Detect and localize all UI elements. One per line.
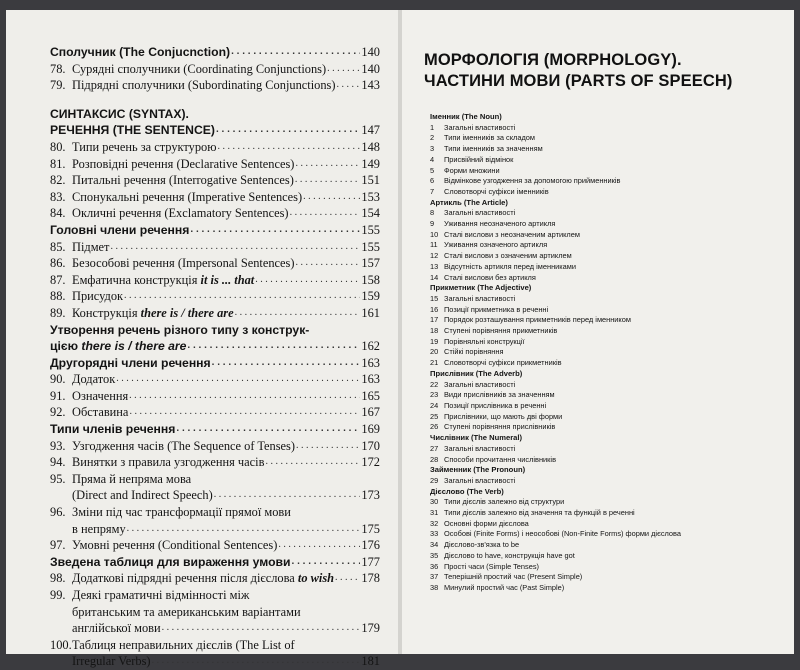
item-number: 19 <box>430 336 439 346</box>
item-number: 37 <box>430 572 439 582</box>
section-item[interactable] <box>430 380 774 391</box>
item-number: 9 <box>430 219 435 229</box>
toc-entry-formation[interactable] <box>50 338 380 355</box>
entry-number: 93. <box>50 438 66 453</box>
toc-heading-syntax[interactable]: СИНТАКСИС (SYNTAX). <box>50 106 189 121</box>
item-number: 4 <box>430 154 435 164</box>
item-title: Загальні властивості <box>444 208 516 218</box>
page-number: 140 <box>361 61 380 76</box>
page-number: 143 <box>361 78 380 93</box>
toc-entry[interactable] <box>50 570 380 587</box>
item-title: Дієслово to have, конструкція have got <box>444 550 575 560</box>
section-item[interactable] <box>430 412 774 423</box>
item-number: 1 <box>430 122 435 132</box>
item-number: 25 <box>430 411 439 421</box>
item-title: Позиції прикметника в реченні <box>444 304 549 314</box>
page-number: 157 <box>361 256 380 271</box>
item-number: 3 <box>430 144 435 154</box>
item-number: 38 <box>430 582 439 592</box>
entry-title-text: Додаткові підрядні речення після дієслова <box>72 571 298 586</box>
item-number: 10 <box>430 229 439 239</box>
toc-entry[interactable] <box>50 189 380 206</box>
toc-entry[interactable] <box>50 587 380 604</box>
entry-title: англійської мови <box>72 621 161 636</box>
toc-heading: Другорядні члени речення <box>50 355 211 370</box>
right-toc-list <box>430 112 774 594</box>
section-heading[interactable]: Іменник (The Noun) <box>430 112 502 121</box>
section-item[interactable] <box>430 401 774 412</box>
entry-title <box>72 570 334 587</box>
entry-number: 87. <box>50 272 66 287</box>
section-item[interactable] <box>430 358 774 369</box>
section-item[interactable] <box>430 422 774 433</box>
entry-title: Підрядні сполучники (Subordinating Conjunctions) <box>72 78 336 93</box>
entry-number: 90. <box>50 372 66 387</box>
right-page <box>402 10 794 654</box>
section-item[interactable] <box>430 133 774 144</box>
page-number: 167 <box>361 405 380 420</box>
item-title: Типи іменників за значенням <box>444 144 543 154</box>
entry-title-emphasis: to wish <box>297 571 335 586</box>
item-number: 28 <box>430 454 439 464</box>
item-number: 32 <box>430 518 439 528</box>
item-number: 5 <box>430 165 435 175</box>
item-title: Порядок розташування прикметників перед іменником <box>444 315 631 325</box>
item-title: Типи іменників за складом <box>444 133 535 143</box>
page-number: 148 <box>361 139 380 154</box>
toc-entry-clause-types[interactable] <box>50 421 380 438</box>
entry-number: 94. <box>50 455 66 470</box>
item-number: 22 <box>430 379 439 389</box>
entry-title: (Direct and Indirect Speech) <box>72 488 213 503</box>
section-item[interactable] <box>430 455 774 466</box>
entry-number: 97. <box>50 538 66 553</box>
item-title: Стійкі порівняння <box>444 347 504 357</box>
toc-entry-continued[interactable] <box>50 487 380 504</box>
entry-number: 95. <box>50 471 66 486</box>
entry-number: 99. <box>50 588 66 602</box>
item-number: 24 <box>430 400 439 410</box>
heading-text: цією <box>50 339 82 354</box>
item-title: Загальні властивості <box>444 443 516 453</box>
section-item[interactable] <box>430 519 774 530</box>
entry-title: Irregular Verbs) <box>72 654 151 669</box>
section-item[interactable] <box>430 476 774 487</box>
section-item[interactable] <box>430 583 774 594</box>
toc-entry-sentence[interactable] <box>50 122 380 139</box>
item-title: Загальні властивості <box>444 293 516 303</box>
entry-number: 86. <box>50 256 66 271</box>
section-item[interactable] <box>430 572 774 583</box>
page-number: 153 <box>361 189 380 204</box>
entry-title: Сурядні сполучники (Coordinating Conjunctions) <box>72 61 327 76</box>
item-number: 36 <box>430 561 439 571</box>
section-item[interactable] <box>430 219 774 230</box>
item-title: Основні форми дієслова <box>444 518 529 528</box>
left-toc <box>50 44 380 670</box>
page-number: 169 <box>361 422 380 437</box>
section-heading[interactable]: Займенник (The Pronoun) <box>430 465 526 475</box>
toc-entry[interactable] <box>50 172 380 189</box>
section-item[interactable] <box>430 508 774 519</box>
section-item[interactable] <box>430 540 774 551</box>
page-number: 159 <box>361 289 380 304</box>
chapter-title-line1: МОРФОЛОГІЯ (MORPHOLOGY). <box>424 51 682 69</box>
toc-entry[interactable] <box>50 454 380 471</box>
toc-entry[interactable] <box>50 637 380 654</box>
toc-entry[interactable] <box>50 305 380 322</box>
item-title: Сталі вислови з означеним артиклем <box>444 251 572 261</box>
toc-entry-continued: британським та американським варіантами <box>72 604 301 619</box>
item-title: Загальні властивості <box>444 122 516 132</box>
entry-title-text: Емфатична конструкція <box>72 272 201 287</box>
section-heading[interactable]: Прислівник (The Adverb) <box>430 368 523 378</box>
section-heading[interactable]: Прикметник (The Adjective) <box>430 283 532 293</box>
entry-title: Означення <box>72 388 129 403</box>
page-number: 162 <box>361 339 380 354</box>
entry-number: 78. <box>50 61 66 76</box>
entry-title: Таблиця неправильних дієслів (The List of <box>72 637 295 652</box>
toc-entry-secondary[interactable] <box>50 355 380 372</box>
entry-number: 89. <box>50 305 66 320</box>
toc-entry-continued[interactable] <box>50 620 380 637</box>
page-number: 173 <box>361 488 380 503</box>
page-number: 176 <box>361 538 380 553</box>
item-number: 2 <box>430 133 435 143</box>
entry-title: Типи речень за структурою <box>72 139 217 154</box>
section-item[interactable] <box>430 347 774 358</box>
item-number: 15 <box>430 293 439 303</box>
left-page <box>6 10 398 669</box>
item-title: Прості часи (Simple Tenses) <box>444 561 539 571</box>
section-item[interactable] <box>430 444 774 455</box>
entry-title-emphasis: there is / there are <box>140 305 234 320</box>
heading-emphasis: there is / there are <box>81 339 187 354</box>
toc-entry[interactable] <box>50 156 380 173</box>
toc-entry[interactable] <box>50 504 380 521</box>
page-number: 177 <box>361 554 380 569</box>
entry-title: Окличні речення (Exclamatory Sentences) <box>72 206 289 221</box>
item-title: Прислівники, що мають дві форми <box>444 411 563 421</box>
toc-entry-continued[interactable] <box>50 653 380 670</box>
toc-entry-main-members[interactable] <box>50 222 380 239</box>
section-heading[interactable]: Дієслово (The Verb) <box>430 486 504 496</box>
item-number: 11 <box>430 240 438 250</box>
toc-entry[interactable] <box>50 205 380 222</box>
section-item[interactable] <box>430 294 774 305</box>
entry-number: 98. <box>50 571 66 586</box>
page-number: 151 <box>361 173 380 188</box>
entry-title: Підмет <box>72 239 110 254</box>
entry-number: 84. <box>50 206 66 221</box>
page-number: 161 <box>361 305 380 320</box>
entry-title: Пряма й непряма мова <box>72 471 192 486</box>
toc-entry-continued[interactable] <box>50 521 380 538</box>
item-title: Уживання означеного артикля <box>444 240 548 250</box>
item-title: Уживання неозначеного артикля <box>444 219 556 229</box>
item-number: 23 <box>430 390 439 400</box>
page-number: 178 <box>361 571 380 586</box>
item-title: Ступені порівняння прислівників <box>444 422 556 432</box>
item-number: 8 <box>430 208 435 218</box>
section-heading[interactable]: Артикль (The Article) <box>430 197 508 207</box>
toc-heading: Сполучник (The Conjucnction) <box>50 45 231 59</box>
entry-number: 88. <box>50 289 66 304</box>
item-title: Відсутність артикля перед іменниками <box>444 261 576 271</box>
section-item[interactable] <box>430 208 774 219</box>
item-number: 27 <box>430 443 439 453</box>
section-item[interactable] <box>430 315 774 326</box>
page-number: 163 <box>361 372 380 387</box>
item-title: Сталі вислови без артикля <box>444 272 536 282</box>
entry-number: 85. <box>50 239 66 254</box>
section-item[interactable] <box>430 562 774 573</box>
entry-title: Узгодження часів (The Sequence of Tenses) <box>72 438 295 453</box>
page-number: 149 <box>361 156 380 171</box>
entry-title: Зміни під час трансформації прямої мови <box>72 505 291 520</box>
page-number: 155 <box>361 239 380 254</box>
toc-entry-summary-table[interactable] <box>50 554 380 571</box>
item-title: Ступені порівняння прикметників <box>444 326 558 336</box>
entry-title: Безособові речення (Impersonal Sentences) <box>72 256 295 271</box>
entry-title: Обставина <box>72 405 129 420</box>
item-title: Теперішній простий час (Present Simple) <box>444 572 583 582</box>
entry-title <box>72 272 254 289</box>
item-number: 30 <box>430 497 439 507</box>
toc-entry[interactable] <box>50 272 380 289</box>
page-number: 147 <box>361 123 380 138</box>
entry-number: 100. <box>50 637 72 652</box>
item-number: 18 <box>430 326 439 336</box>
section-item[interactable] <box>430 390 774 401</box>
entry-title-emphasis: it is ... that <box>200 272 255 287</box>
entry-number: 92. <box>50 405 66 420</box>
entry-number: 91. <box>50 388 66 403</box>
section-item[interactable] <box>430 551 774 562</box>
section-item[interactable] <box>430 273 774 284</box>
chapter-title <box>424 50 774 92</box>
item-title: Види прислівників за значенням <box>444 390 555 400</box>
item-number: 17 <box>430 315 439 325</box>
section-item[interactable] <box>430 326 774 337</box>
toc-entry[interactable] <box>50 61 380 78</box>
toc-heading: Головні члени речення <box>50 222 190 237</box>
entry-title: Винятки з правила узгодження часів <box>72 455 265 470</box>
entry-title <box>72 305 234 322</box>
toc-entry[interactable] <box>50 139 380 156</box>
item-number: 13 <box>430 261 439 271</box>
item-number: 35 <box>430 550 439 560</box>
section-item[interactable] <box>430 155 774 166</box>
item-number: 12 <box>430 251 439 261</box>
entry-number: 81. <box>50 156 66 171</box>
section-item[interactable] <box>430 305 774 316</box>
item-number: 20 <box>430 347 439 357</box>
toc-heading: Зведена таблиця для вираження умови <box>50 554 291 569</box>
section-item[interactable] <box>430 240 774 251</box>
toc-entry[interactable] <box>50 255 380 272</box>
page-number: 158 <box>361 272 380 287</box>
entry-number: 83. <box>50 189 66 204</box>
section-item[interactable] <box>430 529 774 540</box>
toc-entry-conjunction[interactable] <box>50 44 380 61</box>
page-number: 181 <box>361 654 380 669</box>
entry-title: Присудок <box>72 289 124 304</box>
chapter-title-line2: ЧАСТИНИ МОВИ (PARTS OF SPEECH) <box>424 72 733 90</box>
item-title: Загальні властивості <box>444 475 516 485</box>
item-number: 7 <box>430 186 435 196</box>
item-number: 34 <box>430 540 439 550</box>
page-number: 154 <box>361 206 380 221</box>
item-number: 14 <box>430 272 439 282</box>
toc-entry[interactable] <box>50 288 380 305</box>
item-title: Способи прочитання числівників <box>444 454 556 464</box>
page-number: 175 <box>361 521 380 536</box>
item-number: 29 <box>430 475 439 485</box>
page-number: 172 <box>361 455 380 470</box>
page-number: 163 <box>361 355 380 370</box>
section-item[interactable] <box>430 337 774 348</box>
toc-heading <box>50 338 186 355</box>
section-item[interactable] <box>430 123 774 134</box>
section-item[interactable] <box>430 230 774 241</box>
item-title: Позиції прислівника в реченні <box>444 400 547 410</box>
entry-title-text: Конструкція <box>72 305 141 320</box>
item-title: Типи дієслів залежно від значення та функцій в реченні <box>444 508 635 518</box>
item-number: 21 <box>430 358 439 368</box>
item-number: 26 <box>430 422 439 432</box>
item-title: Порівняльні конструкції <box>444 336 525 346</box>
toc-entry[interactable] <box>50 438 380 455</box>
page-number: 170 <box>361 438 380 453</box>
page-number: 165 <box>361 388 380 403</box>
entry-number: 82. <box>50 173 66 188</box>
toc-heading: РЕЧЕННЯ (THE SENTENCE) <box>50 123 215 138</box>
toc-heading: Типи членів речення <box>50 422 176 437</box>
section-item[interactable] <box>430 187 774 198</box>
item-title: Словотворчі суфікси прикметників <box>444 358 562 368</box>
entry-title: Розповідні речення (Declarative Sentences) <box>72 156 295 171</box>
item-title: Словотворчі суфікси іменників <box>444 186 549 196</box>
toc-entry[interactable] <box>50 404 380 421</box>
entry-number: 79. <box>50 78 66 93</box>
section-item[interactable] <box>430 144 774 155</box>
section-heading[interactable]: Числівник (The Numeral) <box>430 433 523 443</box>
entry-title: Деякі граматичні відмінності між <box>72 588 250 602</box>
toc-entry[interactable] <box>50 388 380 405</box>
section-item[interactable] <box>430 166 774 177</box>
item-number: 33 <box>430 529 439 539</box>
section-item[interactable] <box>430 176 774 187</box>
item-number: 6 <box>430 176 435 186</box>
item-number: 31 <box>430 508 439 518</box>
item-title: Загальні властивості <box>444 379 516 389</box>
entry-title: в непряму <box>72 521 126 536</box>
entry-title: Умовні речення (Conditional Sentences) <box>72 538 278 553</box>
item-title: Типи дієслів залежно від структури <box>444 497 565 507</box>
item-title: Присвійний відмінок <box>444 154 514 164</box>
entry-number: 80. <box>50 139 66 154</box>
entry-title: Питальні речення (Interrogative Sentences) <box>72 173 294 188</box>
section-item[interactable] <box>430 262 774 273</box>
section-item[interactable] <box>430 497 774 508</box>
toc-entry[interactable] <box>50 471 380 488</box>
item-title: Форми множини <box>444 165 500 175</box>
page-number: 179 <box>361 621 380 636</box>
page-number: 140 <box>361 45 380 59</box>
toc-entry[interactable] <box>50 371 380 388</box>
toc-entry[interactable] <box>50 239 380 256</box>
section-item[interactable] <box>430 251 774 262</box>
item-number: 16 <box>430 304 439 314</box>
toc-entry[interactable] <box>50 537 380 554</box>
entry-number: 96. <box>50 505 66 520</box>
page-number: 155 <box>361 222 380 237</box>
toc-entry[interactable] <box>50 77 380 94</box>
item-title: Відмінкове узгодження за допомогою прийменників <box>444 176 621 186</box>
item-title: Сталі вислови з неозначеним артиклем <box>444 229 580 239</box>
item-title: Особові (Finite Forms) і неособові (Non-Finite Forms) форми дієслова <box>444 529 681 539</box>
entry-title: Додаток <box>72 372 116 387</box>
toc-heading-formation[interactable]: Утворення речень різного типу з конструк- <box>50 322 310 337</box>
item-title: Минулий простий час (Past Simple) <box>444 582 565 592</box>
item-title: Дієслово-зв'язка to be <box>444 540 520 550</box>
entry-title: Спонукальні речення (Imperative Sentences) <box>72 189 303 204</box>
